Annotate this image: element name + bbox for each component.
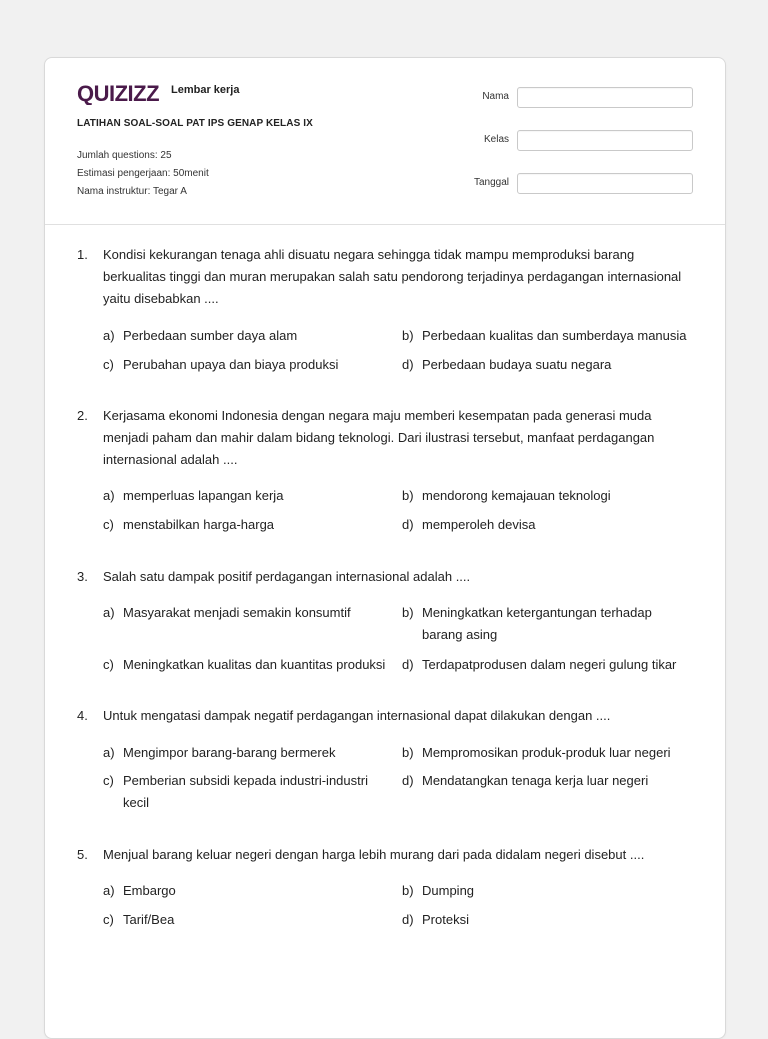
option-letter: d) xyxy=(402,773,414,788)
option-text: Mempromosikan produk-produk luar negeri xyxy=(422,745,671,760)
question-text: Menjual barang keluar negeri dengan harga lebih murang dari pada didalam negeri disebut .... xyxy=(103,847,645,862)
option-letter: d) xyxy=(402,912,414,927)
option-text: Mengimpor barang-barang bermerek xyxy=(123,745,336,760)
class-label: Kelas xyxy=(483,134,509,145)
option-letter: b) xyxy=(402,488,414,503)
question-text: Kerjasama ekonomi Indonesia dengan negara maju memberi kesempatan pada generasi muda menjadi paham dan mahir dalam bidang teknologi. Dari ilustrasi tersebut, manfaat perdagangan internasional adalah .... xyxy=(103,408,655,467)
question-text: Kondisi kekurangan tenaga ahli disuatu negara sehingga tidak mampu memproduksi barang berkualitas tinggi dan muran merupakan salah satu pendorong terjadinya perdagangan internasional yaitu disebabkan .... xyxy=(103,247,682,306)
option-text: Perbedaan kualitas dan sumberdaya manusia xyxy=(422,328,687,343)
question-text: Salah satu dampak positif perdagangan internasional adalah .... xyxy=(103,569,471,584)
option-letter: d) xyxy=(402,517,414,532)
option-letter: c) xyxy=(103,657,114,672)
option-text: Terdapatprodusen dalam negeri gulung tikar xyxy=(422,657,677,672)
option-letter: d) xyxy=(402,657,414,672)
option-text: Perbedaan budaya suatu negara xyxy=(422,357,612,372)
option-letter: d) xyxy=(402,357,414,372)
option-text: Meningkatkan kualitas dan kuantitas produksi xyxy=(123,657,386,672)
date-label: Tanggal xyxy=(473,177,509,188)
option-letter: c) xyxy=(103,517,114,532)
option-letter: c) xyxy=(103,773,114,788)
option-text: Tarif/Bea xyxy=(123,912,175,927)
option-text: Embargo xyxy=(123,883,176,898)
option-text: Proteksi xyxy=(422,912,469,927)
option-letter: a) xyxy=(103,745,115,760)
question-number: 1. xyxy=(77,247,88,262)
option-letter: b) xyxy=(402,605,414,620)
question-number: 5. xyxy=(77,847,88,862)
option-text: Perubahan upaya dan biaya produksi xyxy=(123,357,339,372)
duration: Estimasi pengerjaan: 50menit xyxy=(77,168,209,179)
option-letter: a) xyxy=(103,605,115,620)
question-number: 4. xyxy=(77,708,88,723)
instructor: Nama instruktur: Tegar A xyxy=(77,186,187,197)
option-text: Dumping xyxy=(422,883,475,898)
date-field[interactable] xyxy=(517,173,693,194)
option-text: menstabilkan harga-harga xyxy=(123,517,275,532)
worksheet-page xyxy=(44,57,726,1039)
option-letter: b) xyxy=(402,328,414,343)
worksheet-title: LATIHAN SOAL-SOAL PAT IPS GENAP KELAS IX xyxy=(77,118,313,129)
name-field[interactable] xyxy=(517,87,693,108)
sheet-label: Lembar kerja xyxy=(171,84,240,96)
option-letter: a) xyxy=(103,488,115,503)
question-number: 3. xyxy=(77,569,88,584)
option-text: Meningkatkan ketergantungan terhadap barang asing xyxy=(422,605,652,642)
question-number: 2. xyxy=(77,408,88,423)
option-letter: a) xyxy=(103,328,115,343)
question-text: Untuk mengatasi dampak negatif perdagangan internasional dapat dilakukan dengan .... xyxy=(103,708,611,723)
option-text: mendorong kemajauan teknologi xyxy=(422,488,611,503)
option-text: Masyarakat menjadi semakin konsumtif xyxy=(123,605,351,620)
worksheet-header xyxy=(45,58,725,225)
option-letter: c) xyxy=(103,357,114,372)
svg-text:QUIZIZZ: QUIZIZZ xyxy=(77,81,160,105)
class-field[interactable] xyxy=(517,130,693,151)
option-letter: a) xyxy=(103,883,115,898)
option-text: memperluas lapangan kerja xyxy=(123,488,284,503)
option-text: memperoleh devisa xyxy=(422,517,536,532)
option-letter: b) xyxy=(402,745,414,760)
name-label: Nama xyxy=(482,91,509,102)
option-letter: b) xyxy=(402,883,414,898)
brand-row xyxy=(77,80,239,106)
option-text: Perbedaan sumber daya alam xyxy=(123,328,298,343)
option-text: Mendatangkan tenaga kerja luar negeri xyxy=(422,773,649,788)
quizizz-logo xyxy=(77,81,165,105)
questions-count: Jumlah questions: 25 xyxy=(77,150,172,161)
option-text: Pemberian subsidi kepada industri-industri kecil xyxy=(123,773,368,810)
option-letter: c) xyxy=(103,912,114,927)
